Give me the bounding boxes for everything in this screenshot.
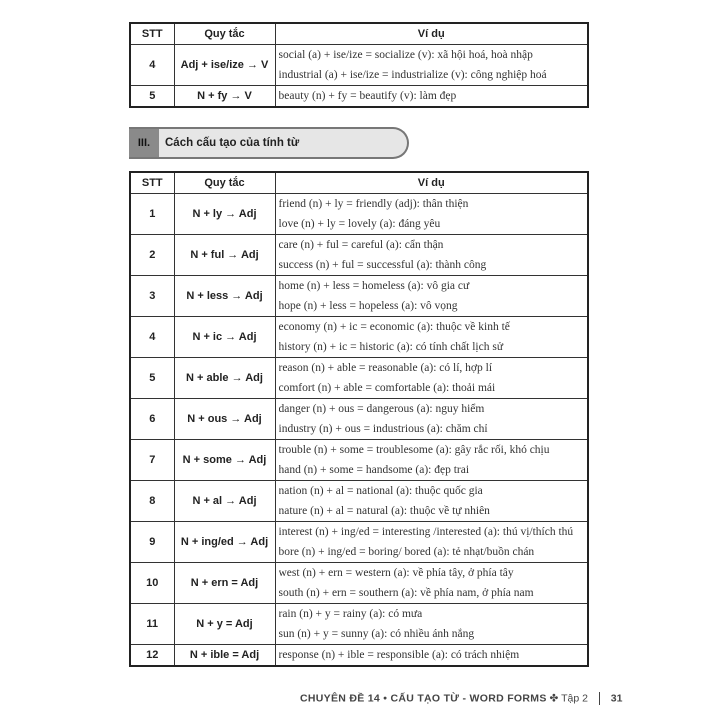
table-header-row — [130, 172, 588, 194]
example-line: rain (n) + y = rainy (a): có mưa — [278, 608, 423, 620]
table-row — [130, 522, 588, 563]
row-rule: N + ful → Adj — [174, 235, 275, 276]
header-example: Ví dụ — [275, 23, 588, 45]
adjective-formation-table — [129, 171, 589, 667]
example-line: history (n) + ic = historic (a): có tính chất lịch sử — [278, 341, 504, 353]
row-examples — [275, 317, 588, 358]
adjective-formation-rows — [130, 194, 588, 667]
row-number: 1 — [130, 194, 174, 235]
example-line: interest (n) + ing/ed = interesting /interested (a): thú vị/thích thú — [278, 526, 574, 538]
example-line: care (n) + ful = careful (a): cẩn thận — [278, 239, 444, 251]
table-row — [130, 481, 588, 522]
table-header-row — [130, 23, 588, 45]
row-number: 6 — [130, 399, 174, 440]
example-line: love (n) + ly = lovely (a): đáng yêu — [278, 218, 441, 230]
table-row — [130, 194, 588, 235]
row-examples — [275, 45, 588, 86]
row-number: 11 — [130, 604, 174, 645]
row-examples — [275, 604, 588, 645]
example-line: success (n) + ful = successful (a): thành công — [278, 259, 487, 271]
example-line: west (n) + ern = western (a): về phía tây, ở phía tây — [278, 567, 514, 579]
table-row — [130, 317, 588, 358]
row-rule: N + y = Adj — [174, 604, 275, 645]
section-title: Cách cấu tạo của tính từ — [165, 137, 300, 149]
row-examples — [275, 399, 588, 440]
row-number: 4 — [130, 317, 174, 358]
row-rule: N + able → Adj — [174, 358, 275, 399]
row-number: 4 — [130, 45, 174, 86]
table-row — [130, 358, 588, 399]
example-line: nature (n) + al = natural (a): thuộc về tự nhiên — [278, 505, 490, 517]
example-line: hand (n) + some = handsome (a): đẹp trai — [278, 464, 470, 476]
row-number: 10 — [130, 563, 174, 604]
row-rule: N + ern = Adj — [174, 563, 275, 604]
table-row — [130, 645, 588, 667]
row-rule: N + ic → Adj — [174, 317, 275, 358]
row-examples — [275, 440, 588, 481]
row-examples — [275, 481, 588, 522]
example-line: danger (n) + ous = dangerous (a): nguy hiểm — [278, 403, 485, 415]
row-number: 2 — [130, 235, 174, 276]
header-stt: STT — [130, 23, 174, 45]
example-line: friend (n) + ly = friendly (adj): thân thiện — [278, 198, 469, 210]
table-row — [130, 563, 588, 604]
table-row — [130, 399, 588, 440]
row-examples — [275, 86, 588, 108]
footer-series: CHUYÊN ĐỀ 14 • CẤU TẠO TỪ - WORD FORMS — [300, 692, 547, 705]
row-examples — [275, 194, 588, 235]
row-examples — [275, 645, 588, 667]
table-row — [130, 604, 588, 645]
example-line: industry (n) + ous = industrious (a): chăm chỉ — [278, 423, 488, 435]
header-example: Ví dụ — [275, 172, 588, 194]
row-number: 12 — [130, 645, 174, 667]
footer-divider — [599, 692, 600, 705]
row-examples — [275, 563, 588, 604]
example-line: economy (n) + ic = economic (a): thuộc về kinh tế — [278, 321, 510, 333]
table-row — [130, 45, 588, 86]
header-stt: STT — [130, 172, 174, 194]
page-number: 31 — [610, 692, 623, 705]
row-number: 5 — [130, 358, 174, 399]
example-line: bore (n) + ing/ed = boring/ bored (a): tẻ nhạt/buồn chán — [278, 546, 535, 558]
example-line: home (n) + less = homeless (a): vô gia cư — [278, 280, 470, 292]
row-rule: N + ing/ed → Adj — [174, 522, 275, 563]
example-line: south (n) + ern = southern (a): về phía nam, ở phía nam — [278, 587, 534, 599]
row-examples — [275, 358, 588, 399]
row-rule: N + fy → V — [174, 86, 275, 108]
row-rule: Adj + ise/ize → V — [174, 45, 275, 86]
section-number: III. — [129, 129, 159, 157]
example-line: beauty (n) + fy = beautify (v): làm đẹp — [278, 90, 457, 102]
table-row — [130, 440, 588, 481]
row-rule: N + ible = Adj — [174, 645, 275, 667]
example-line: reason (n) + able = reasonable (a): có lí, hợp lí — [278, 362, 493, 374]
footer-volume: ✤ Tập 2 — [549, 692, 588, 705]
row-examples — [275, 235, 588, 276]
header-rule: Quy tắc — [174, 172, 275, 194]
header-rule: Quy tắc — [174, 23, 275, 45]
table-row — [130, 86, 588, 108]
example-line: nation (n) + al = national (a): thuộc quốc gia — [278, 485, 483, 497]
table-row — [130, 235, 588, 276]
row-rule: N + ly → Adj — [174, 194, 275, 235]
row-rule: N + less → Adj — [174, 276, 275, 317]
example-line: industrial (a) + ise/ize = industrialize (v): công nghiệp hoá — [278, 69, 547, 81]
example-line: trouble (n) + some = troublesome (a): gây rắc rối, khó chịu — [278, 444, 550, 456]
row-rule: N + some → Adj — [174, 440, 275, 481]
row-rule: N + ous → Adj — [174, 399, 275, 440]
row-number: 5 — [130, 86, 174, 108]
verb-formation-rows — [130, 45, 588, 108]
example-line: comfort (n) + able = comfortable (a): thoải mái — [278, 382, 496, 394]
row-examples — [275, 276, 588, 317]
section-banner — [129, 127, 409, 159]
row-number: 3 — [130, 276, 174, 317]
example-line: sun (n) + y = sunny (a): có nhiều ánh nắng — [278, 628, 475, 640]
example-line: social (a) + ise/ize = socialize (v): xã hội hoá, hoà nhập — [278, 49, 533, 61]
row-number: 7 — [130, 440, 174, 481]
row-number: 9 — [130, 522, 174, 563]
table-row — [130, 276, 588, 317]
example-line: response (n) + ible = responsible (a): có trách nhiệm — [278, 649, 520, 661]
page-footer — [300, 692, 623, 708]
row-number: 8 — [130, 481, 174, 522]
row-rule: N + al → Adj — [174, 481, 275, 522]
example-line: hope (n) + less = hopeless (a): vô vọng — [278, 300, 458, 312]
verb-formation-table — [129, 22, 589, 108]
row-examples — [275, 522, 588, 563]
